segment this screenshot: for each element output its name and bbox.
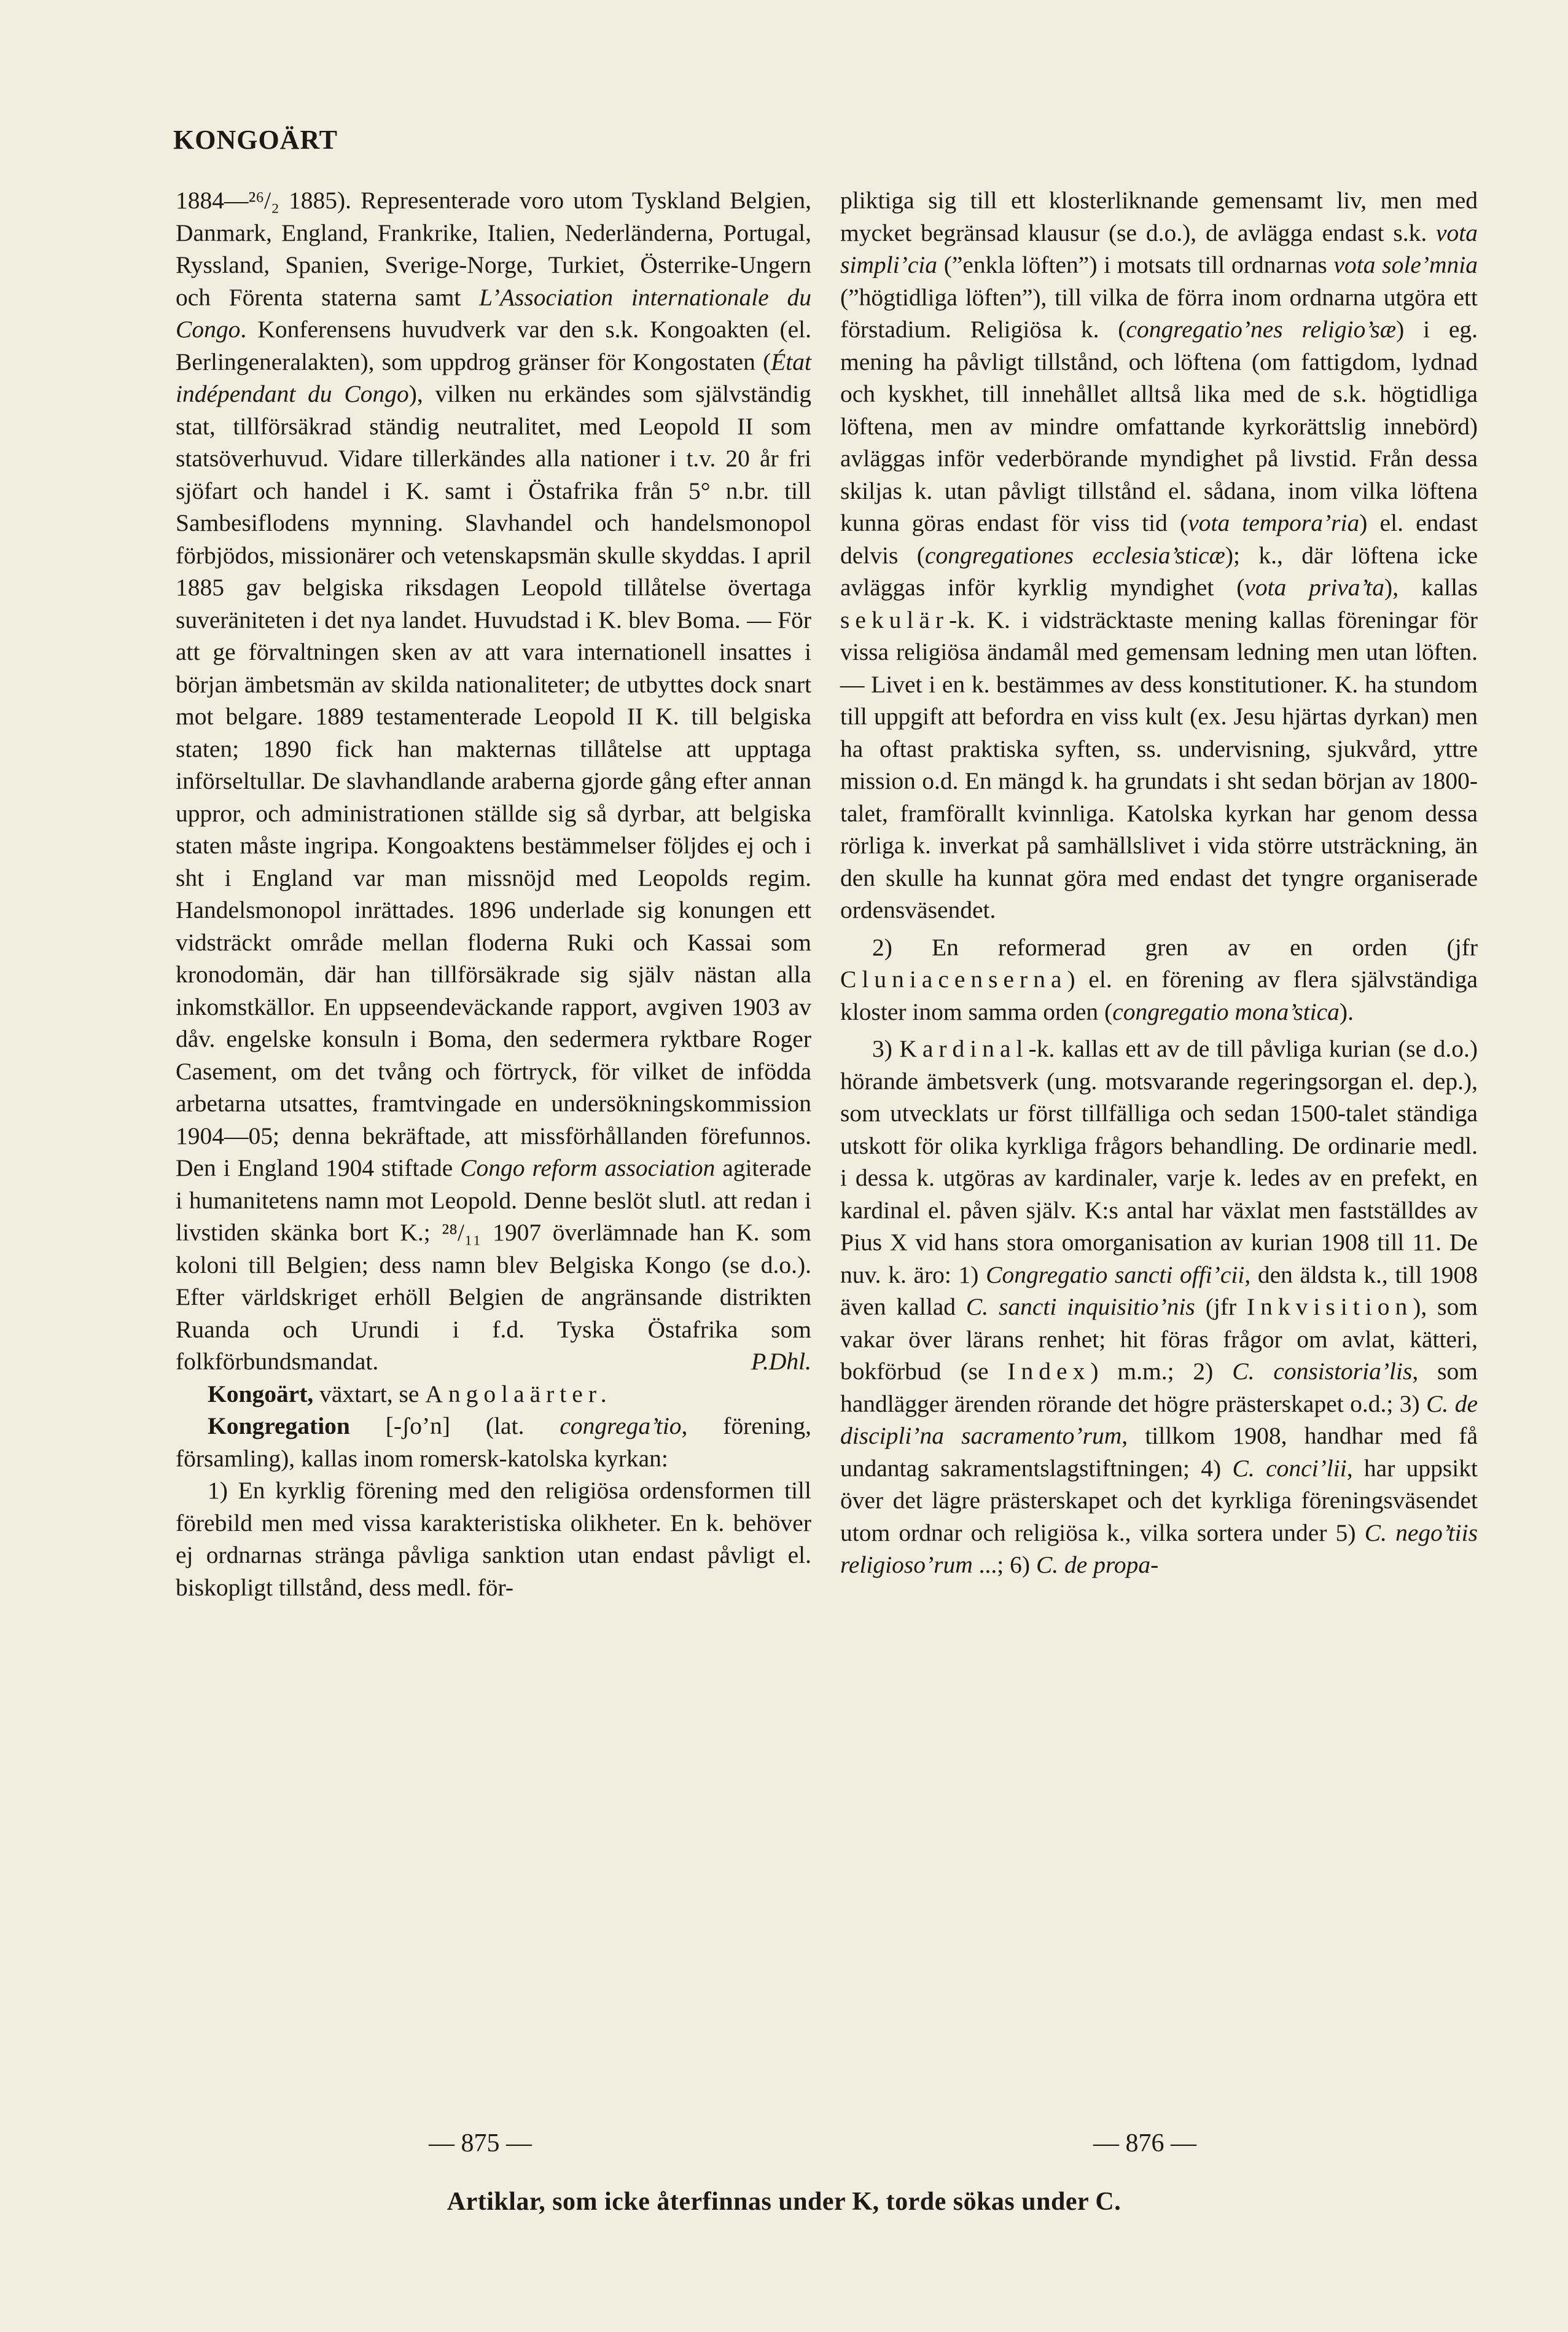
right-column (840, 184, 1478, 1581)
left-column (176, 184, 811, 1603)
footer-note: Artiklar, som icke återfinnas under K, torde sökas under C. (447, 2188, 1121, 2216)
author-signature: P.Dhl. (751, 1348, 811, 1375)
article-kongo-continuation: 1884—²⁶/₂ 1885). Representerade voro utom Tyskland Belgien, Danmark, England, Frankrike, Italien, Nederländerna, Portugal, Ryssland, Spanien, Sverige-Norge, Turkiet, Österrike-Ungern och Förenta staterna samt L’Association internationale du Congo. Konferensens huvudverk var den s.k. Kongoakten (el. Berlingeneralakten), som uppdrog gränser för Kongostaten (État indépendant du Congo), vilken nu erkändes som självständig stat, tillförsäkrad ständig neutralitet, med Leopold II som statsöverhuvud. Vidare tillerkändes alla nationer i t.v. 20 år fri sjöfart och handel i K. samt i Östafrika från 5° n.br. till Sambesiflodens mynning. Slavhandel och handelsmonopol förbjödos, missionärer och vetenskapsmän skulle skyddas. I april 1885 gav belgiska riksdagen Leopold tillåtelse övertaga suveräniteten i det nya landet. Huvudstad i K. blev Boma. — För att ge förvaltningen sken av att vara internationell insattes i början ämbetsmän av skilda nationaliteter; de utbyttes dock snart mot belgare. 1889 testamenterade Leopold II K. till belgiska staten; 1890 fick han makternas tillåtelse att upptaga införseltullar. De slavhandlande araberna gjorde gång efter annan uppror, och administrationen ställde sig så dyrbar, att belgiska staten måste ingripa. Kongoaktens bestämmelser följdes ej och i sht i England var man missnöjd med Leopolds regim. Handelsmonopol inrättades. 1896 underlade sig konungen ett vidsträckt område mellan floderna Ruki och Kassai som kronodomän, där han tillförsäkrade sig själv nästan alla inkomstkällor. En uppseendeväckande rapport, avgiven 1903 av dåv. engelske konsuln i Boma, den sedermera ryktbare Roger Casement, om det tvång och förtryck, för vilket de infödda arbetarna utsattes, framtvingade en undersökningskommission 1904—05; denna bekräftade, att missförhållanden förefunnos. Den i England 1904 stiftade Congo reform association agiterade i humanitetens namn mot Leopold. Denne beslöt slutl. att redan i livstiden skänka bort K.; ²⁸/₁₁ 1907 överlämnade han K. som koloni till Belgien; dess namn blev Belgiska Kongo (se d.o.). Efter världskriget erhöll Belgien de angränsande distrikten Ruanda och Urundi i f.d. Tyska Östafrika som folkförbundsmandat. P.Dhl. (176, 184, 811, 1378)
kongregation-section-1: 1) En kyrklig förening med den religiösa ordensformen till förebild men med vissa karakteristiska olikheter. En k. behöver ej ordnarnas stränga påvliga sanktion utan endast påvligt el. biskopligt tillstånd, dess medl. för- (176, 1477, 811, 1601)
kongregation-section-2: 2) En reformerad gren av en orden (jfr Cluniacenserna) el. en förening av flera självständiga kloster inom samma orden (congregatio mona’stica). (840, 933, 1478, 1025)
article-kongoart: Kongoärt, växtart, se Angolaärter. (208, 1380, 612, 1407)
page-number-left: — 875 — (429, 2129, 532, 2158)
page-number-right: — 876 — (1093, 2129, 1196, 2158)
kongregation-section-3: 3) Kardinal-k. kallas ett av de till påvliga kurian (se d.o.) hörande ämbetsverk (ung. motsvarande regeringsorgan el. dep.), som utvecklats ur först tillfälliga och sedan 1500-talet ständiga utskott för olika kyrkliga frågors behandling. De ordinarie medl. i dessa k. utgöras av kardinaler, varje k. ledes av en prefekt, en kardinal el. påven själv. K:s antal har växlat men fastställdes av Pius X vid hans stora omorganisation av kurian 1908 till 11. De nuv. k. äro: 1) Congregatio sancti offi’cii, den äldsta k., till 1908 även kallad C. sancti inquisitio’nis (jfr Inkvisition), som vakar över lärans renhet; hit föras frågor om avlat, kätteri, bokförbud (se Index) m.m.; 2) C. consistoria’lis, som handlägger ärenden rörande det högre prästerskapet o.d.; 3) C. de discipli’na sacramento’rum, tillkom 1908, handhar med få undantag sakramentslagstiftningen; 4) C. conci’lii, har uppsikt över det lägre prästerskapet och det kyrkliga föreningsväsendet utom ordnar och religiösa k., vilka sortera under 5) C. nego’tiis religioso’rum ...; 6) C. de propa- (840, 1035, 1478, 1578)
kongregation-section-1-continued: pliktiga sig till ett klosterliknande gemensamt liv, men med mycket begränsad klausur (se d.o.), de avlägga endast s.k. vota simpli’cia (”enkla löften”) i motsats till ordnarnas vota sole’mnia (”högtidliga löften”), till vilka de förra inom ordnarna utgöra ett förstadium. Religiösa k. (congregatio’nes religio’sæ) i eg. mening ha påvligt tillstånd, och löftena (om fattigdom, lydnad och kyskhet, till innehållet alltså lika med de s.k. högtidliga löftena, men av mindre omfattande kyrkorättslig innebörd) avläggas inför vederbörande myndighet på livstid. Från dessa skiljas k. utan påvligt tillstånd el. sådana, inom vilka löftena kunna göras endast för viss tid (vota tempora’ria) el. endast delvis (congregationes ecclesia’sticæ); k., där löftena icke avläggas inför kyrklig myndighet (vota priva’ta), kallas sekulär-k. K. i vidsträcktaste mening kallas föreningar för vissa religiösa ändamål med gemensam ledning men utan löften. — Livet i en k. bestämmes av dess konstitutioner. K. ha stundom till uppgift att befordra en viss kult (ex. Jesu hjärtas dyrkan) men ha oftast praktiska syften, ss. undervisning, sjukvård, yttre mission o.d. En mängd k. ha grundats i sht sedan början av 1800-talet, framförallt kvinnliga. Katolska kyrkan har genom dessa rörliga k. inverkat på samhällslivet i vida större utsträckning, än den skulle ha kunnat göra med endast det tyngre organiserade ordensväsendet. (840, 187, 1478, 923)
running-header: KONGOÄRT (173, 125, 338, 155)
article-kongregation: Kongregation [-ʃo’n] (lat. congrega’tio, förening, församling), kallas inom romersk-katolska kyrkan: (176, 1412, 811, 1472)
